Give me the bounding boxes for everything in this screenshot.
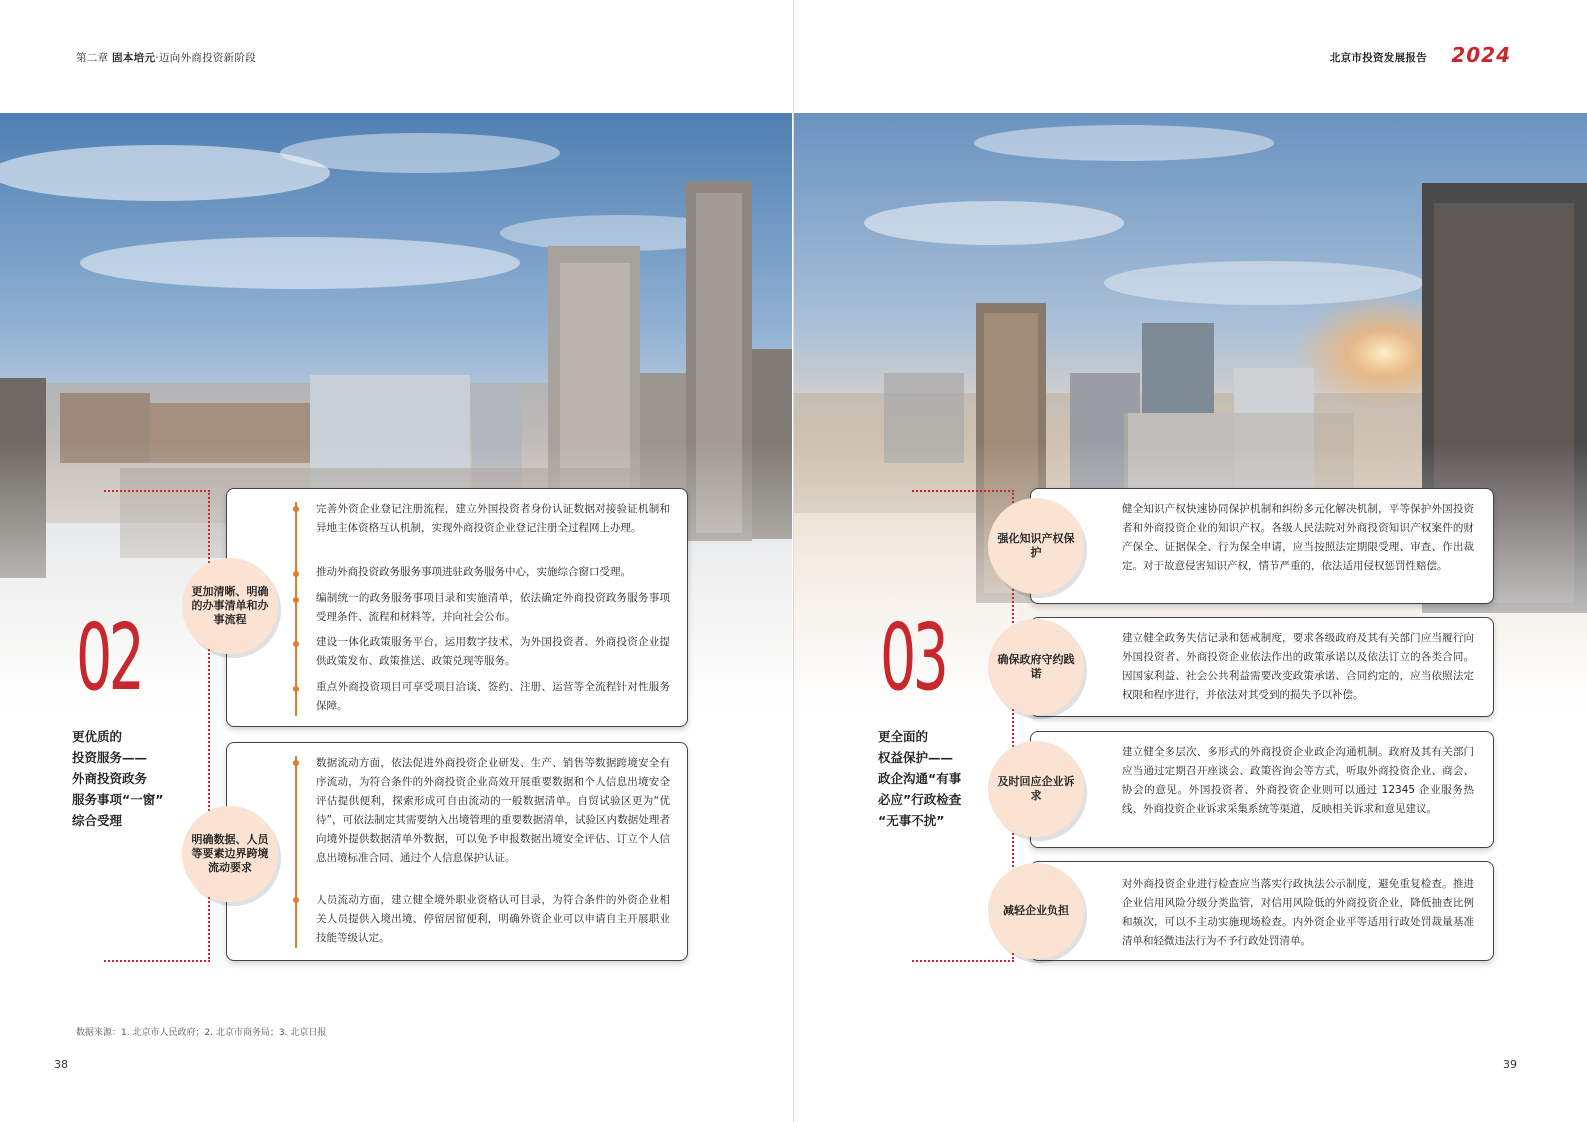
title-line: 综合受理	[72, 813, 123, 828]
title-line: 外商投资政务	[72, 771, 148, 786]
title-line: 必应”行政检查	[878, 792, 962, 807]
title-line: “无事不扰”	[878, 813, 945, 828]
label-circle: 确保政府守约践诺	[988, 619, 1084, 715]
service-item: 人员流动方面，建立健全境外职业资格认可目录，为符合条件的外资企业相关人员提供入境出境、停留居留便利，明确外资企业可以申请自主开展职业技能等级认定。	[316, 894, 670, 944]
timeline-dot	[293, 506, 299, 512]
rights-item: 建立健全多层次、多形式的外商投资企业政企沟通机制。政府及其有关部门应当通过定期召开座谈会、政策咨询会等方式，听取外商投资企业、商会、协会的意见。外国投资者、外商投资企业则可以通过 12345 企业服务热线、外商投资企业诉求采集系统等渠道，反映相关诉求和意见建议。	[1122, 746, 1474, 815]
timeline-dot	[293, 897, 299, 903]
label-circle: 明确数据、人员等要素边界跨境流动要求	[182, 806, 278, 902]
label-circle: 更加清晰、明确的办事清单和办事流程	[182, 558, 278, 654]
timeline-dot	[293, 760, 299, 766]
timeline-dot	[293, 597, 299, 603]
rights-item: 对外商投资企业进行检查应当落实行政执法公示制度，避免重复检查。推进企业信用风险分级分类监管，对信用风险低的外商投资企业，降低抽查比例和频次，可以不主动实施现场检查。内外资企业平等适用行政处罚裁量基准清单和轻微违法行为不予行政处罚清单。	[1122, 878, 1474, 947]
service-item: 推动外商投资政务服务事项进驻政务服务中心，实施综合窗口受理。	[316, 566, 631, 578]
title-line: 更全面的	[878, 729, 929, 744]
title-line: 更优质的	[72, 729, 123, 744]
label-circle: 减轻企业负担	[988, 863, 1084, 959]
timeline-bar	[295, 756, 297, 948]
rights-item: 健全知识产权快速协同保护机制和纠纷多元化解决机制，平等保护外国投资者和外商投资企业的知识产权。各级人民法院对外商投资知识产权案件的财产保全、证据保全、行为保全申请，应当按照法定期限受理、审查、作出裁定。对于故意侵害知识产权，情节严重的，依法适用侵权惩罚性赔偿。	[1122, 503, 1474, 572]
service-item: 数据流动方面，依法促进外商投资企业研发、生产、销售等数据跨境安全有序流动，为符合条件的外商投资企业高效开展重要数据和个人信息出境安全评估提供便利，探索形成可自由流动的一般数据清单。自贸试验区更为“优待”，可依法制定其需要纳入出境管理的重要数据清单，试验区内数据处理者向境外提供数据清单外数据，可以免予申报数据出境安全评估、订立个人信息出境标准合同、通过个人信息保护认证。	[316, 757, 670, 864]
service-item: 完善外资企业登记注册流程，建立外国投资者身份认证数据对接验证机制和异地主体资格互认机制，实现外商投资企业登记注册全过程网上办理。	[316, 503, 670, 534]
title-line: 权益保护——	[878, 750, 954, 765]
timeline-dot	[293, 641, 299, 647]
chapter-heading: 第二章 固本培元·迈向外商投资新阶段	[76, 52, 257, 64]
label-circle: 及时回应企业诉求	[988, 741, 1084, 837]
data-source-note: 数据来源：1. 北京市人民政府；2. 北京市商务局；3. 北京日报	[76, 1028, 327, 1038]
section-03-title	[878, 726, 961, 831]
rights-item: 建立健全政务失信记录和惩戒制度，要求各级政府及其有关部门应当履行向外国投资者、外商投资企业依法作出的政策承诺以及依法订立的各类合同。因国家利益、社会公共利益需要改变政策承诺、合同约定的，应当依照法定权限和程序进行，并依法对其受到的损失予以补偿。	[1122, 632, 1474, 701]
page-number-right: 39	[1503, 1058, 1517, 1071]
report-title: 北京市投资发展报告	[1329, 52, 1427, 64]
service-item: 建设一体化政策服务平台，运用数字技术，为外国投资者、外商投资企业提供政策发布、政策推送、政策兑现等服务。	[316, 636, 670, 667]
title-line: 服务事项“一窗”	[72, 792, 164, 807]
title-line: 投资服务——	[72, 750, 148, 765]
service-item: 编制统一的政务服务事项目录和实施清单，依法确定外商投资政务服务事项受理条件、流程和材料等，并向社会公布。	[316, 592, 670, 623]
page-spine	[793, 0, 794, 1122]
timeline-bar	[295, 502, 297, 716]
report-year: 2024	[1451, 43, 1511, 67]
section-number-03: 03	[880, 604, 946, 711]
service-item: 重点外商投资项目可享受项目洽谈、签约、注册、运营等全流程针对性服务保障。	[316, 681, 670, 712]
section-02-title	[72, 726, 163, 831]
timeline-dot	[293, 571, 299, 577]
section-number-02: 02	[76, 604, 142, 711]
title-line: 政企沟通“有事	[878, 771, 962, 786]
label-circle: 强化知识产权保护	[988, 498, 1084, 594]
page-number-left: 38	[54, 1058, 68, 1071]
timeline-dot	[293, 686, 299, 692]
